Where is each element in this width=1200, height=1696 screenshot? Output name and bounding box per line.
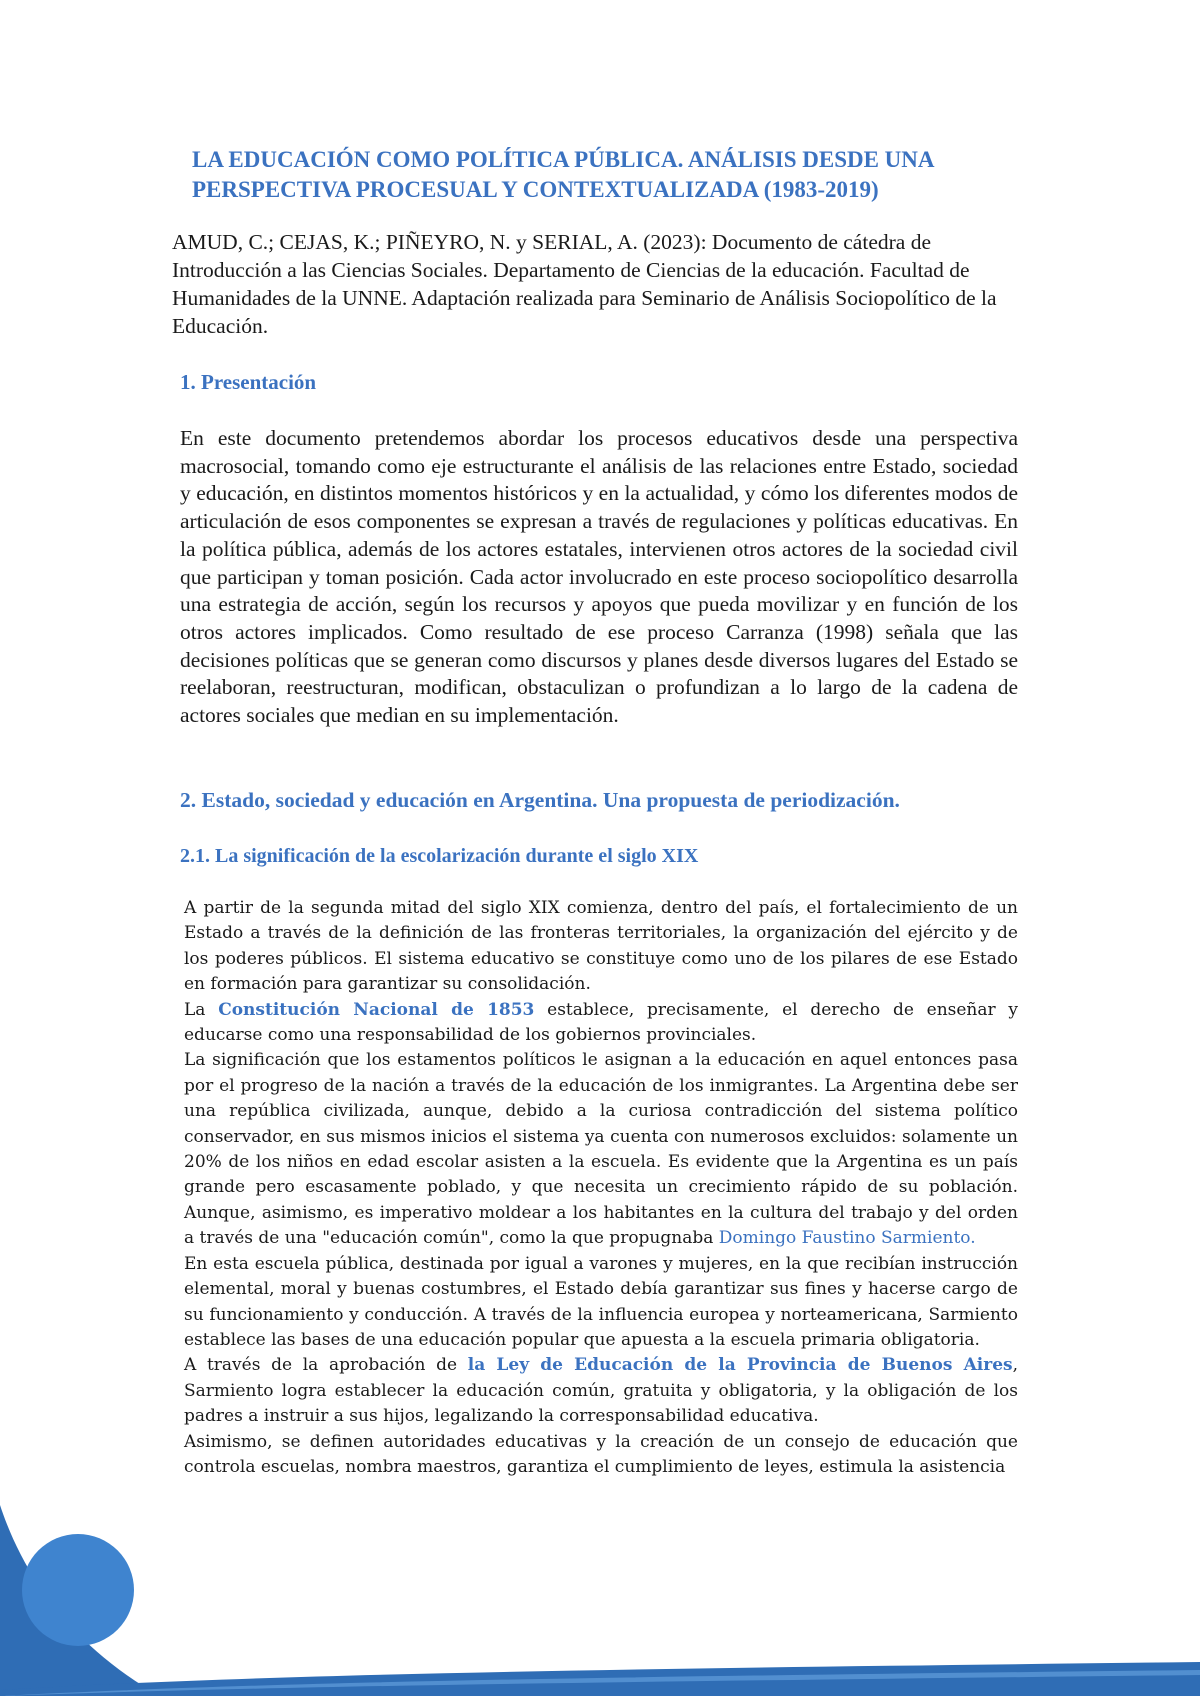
subsection-heading-siglo-xix: 2.1. La significación de la escolarización durante el siglo XIX bbox=[180, 845, 699, 867]
sarmiento-link[interactable]: Domingo Faustino Sarmiento. bbox=[718, 1228, 976, 1249]
paragraph bbox=[184, 1353, 1018, 1429]
paragraph: Asimismo, se definen autoridades educativas y la creación de un consejo de educación que controla escuelas, nombra maestros, garantiza el cumplimiento de leyes, estimula la asistencia bbox=[184, 1431, 1018, 1477]
section-body bbox=[184, 896, 1018, 1480]
paragraph: En esta escuela pública, destinada por igual a varones y mujeres, en la que recibían instrucción elemental, moral y buenas costumbres, el Estado debía garantizar sus fines y hacerse cargo de su funcionamiento y conducción. A través de la influencia europea y norteamericana, Sarmiento establece las bases de una educación popular que apuesta a la escuela primaria obligatoria. bbox=[184, 1253, 1018, 1350]
section-heading-presentacion: 1. Presentación bbox=[180, 370, 317, 394]
text: La bbox=[184, 999, 219, 1020]
text: , Sarmiento logra establecer la educación común, gratuita y obligatoria, y la obligación de los padres a instruir a sus hijos, legalizando la corresponsabilidad educativa. bbox=[184, 1355, 1018, 1427]
constitucion-link[interactable]: Constitución Nacional de 1853 bbox=[218, 999, 535, 1020]
text: establece, precisamente, el derecho de enseñar y educarse como una responsabilidad de los gobiernos provinciales. bbox=[184, 999, 1019, 1046]
presentacion-paragraph: En este documento pretendemos abordar los procesos educativos desde una perspectiva macrosocial, tomando como eje estructurante el análisis de las relaciones entre Estado, sociedad y educación, en distintos momentos históricos y en la actualidad, y cómo los diferentes modos de articulación de esos componentes se expresan a través de regulaciones y políticas educativas. En la política pública, además de los actores estatales, intervienen otros actores de la sociedad civil que participan y toman posición. Cada actor involucrado en este proceso sociopolítico desarrolla una estrategia de acción, según los recursos y apoyos que pueda movilizar y en función de los otros actores implicados. Como resultado de ese proceso Carranza (1998) señala que las decisiones políticas que se generan como discursos y planes desde diversos lugares del Estado se reelaboran, reestructuran, modifican, obstaculizan o profundizan a lo largo de la cadena de actores sociales que median en su implementación. bbox=[180, 426, 1018, 728]
paragraph: A partir de la segunda mitad del siglo XIX comienza, dentro del país, el fortalecimiento de un Estado a través de la definición de las fronteras territoriales, la organización del ejército y de los poderes públicos. El sistema educativo se constituye como uno de los pilares de ese Estado en formación para garantizar su consolidación. bbox=[184, 898, 1018, 995]
corner-circle bbox=[22, 1534, 134, 1646]
text: La significación que los estamentos políticos le asignan a la educación en aquel entonces pasa por el progreso de la nación a través de la educación de los inmigrantes. La Argentina debe ser una república civilizada, aunque, debido a la curiosa contradicción del sistema político conservador, en sus mismos inicios el sistema ya cuenta con numerosos excluidos: solamente un 20% de los niños en edad escolar asisten a la escuela. Es evidente que la Argentina es un país grande pero escasamente poblado, y que necesita un crecimiento rápido de su población. Aunque, asimismo, es imperativo moldear a los habitantes en la cultura del trabajo y del orden a través de una "educación común", como la que propugnaba bbox=[184, 1050, 1018, 1249]
paragraph bbox=[184, 998, 1018, 1049]
text: A través de la aprobación de bbox=[184, 1355, 468, 1376]
citation: AMUD, C.; CEJAS, K.; PIÑEYRO, N. y SERIAL, A. (2023): Documento de cátedra de Introducción a las Ciencias Sociales. Departamento de Ciencias de la educación. Facultad de Humanidades de la UNNE. Adaptación realizada para Seminario de Análisis Sociopolítico de la Educación. bbox=[172, 230, 997, 338]
ley-educacion-link[interactable]: la Ley de Educación de la Provincia de Buenos Aires bbox=[467, 1355, 1013, 1376]
document-title: LA EDUCACIÓN COMO POLÍTICA PÚBLICA. ANÁLISIS DESDE UNA PERSPECTIVA PROCESUAL Y CONTEXTUALIZADA (1983-2019) bbox=[192, 147, 934, 202]
section-heading-estado-sociedad: 2. Estado, sociedad y educación en Argentina. Una propuesta de periodización. bbox=[180, 788, 900, 812]
paragraph bbox=[184, 1048, 1018, 1251]
